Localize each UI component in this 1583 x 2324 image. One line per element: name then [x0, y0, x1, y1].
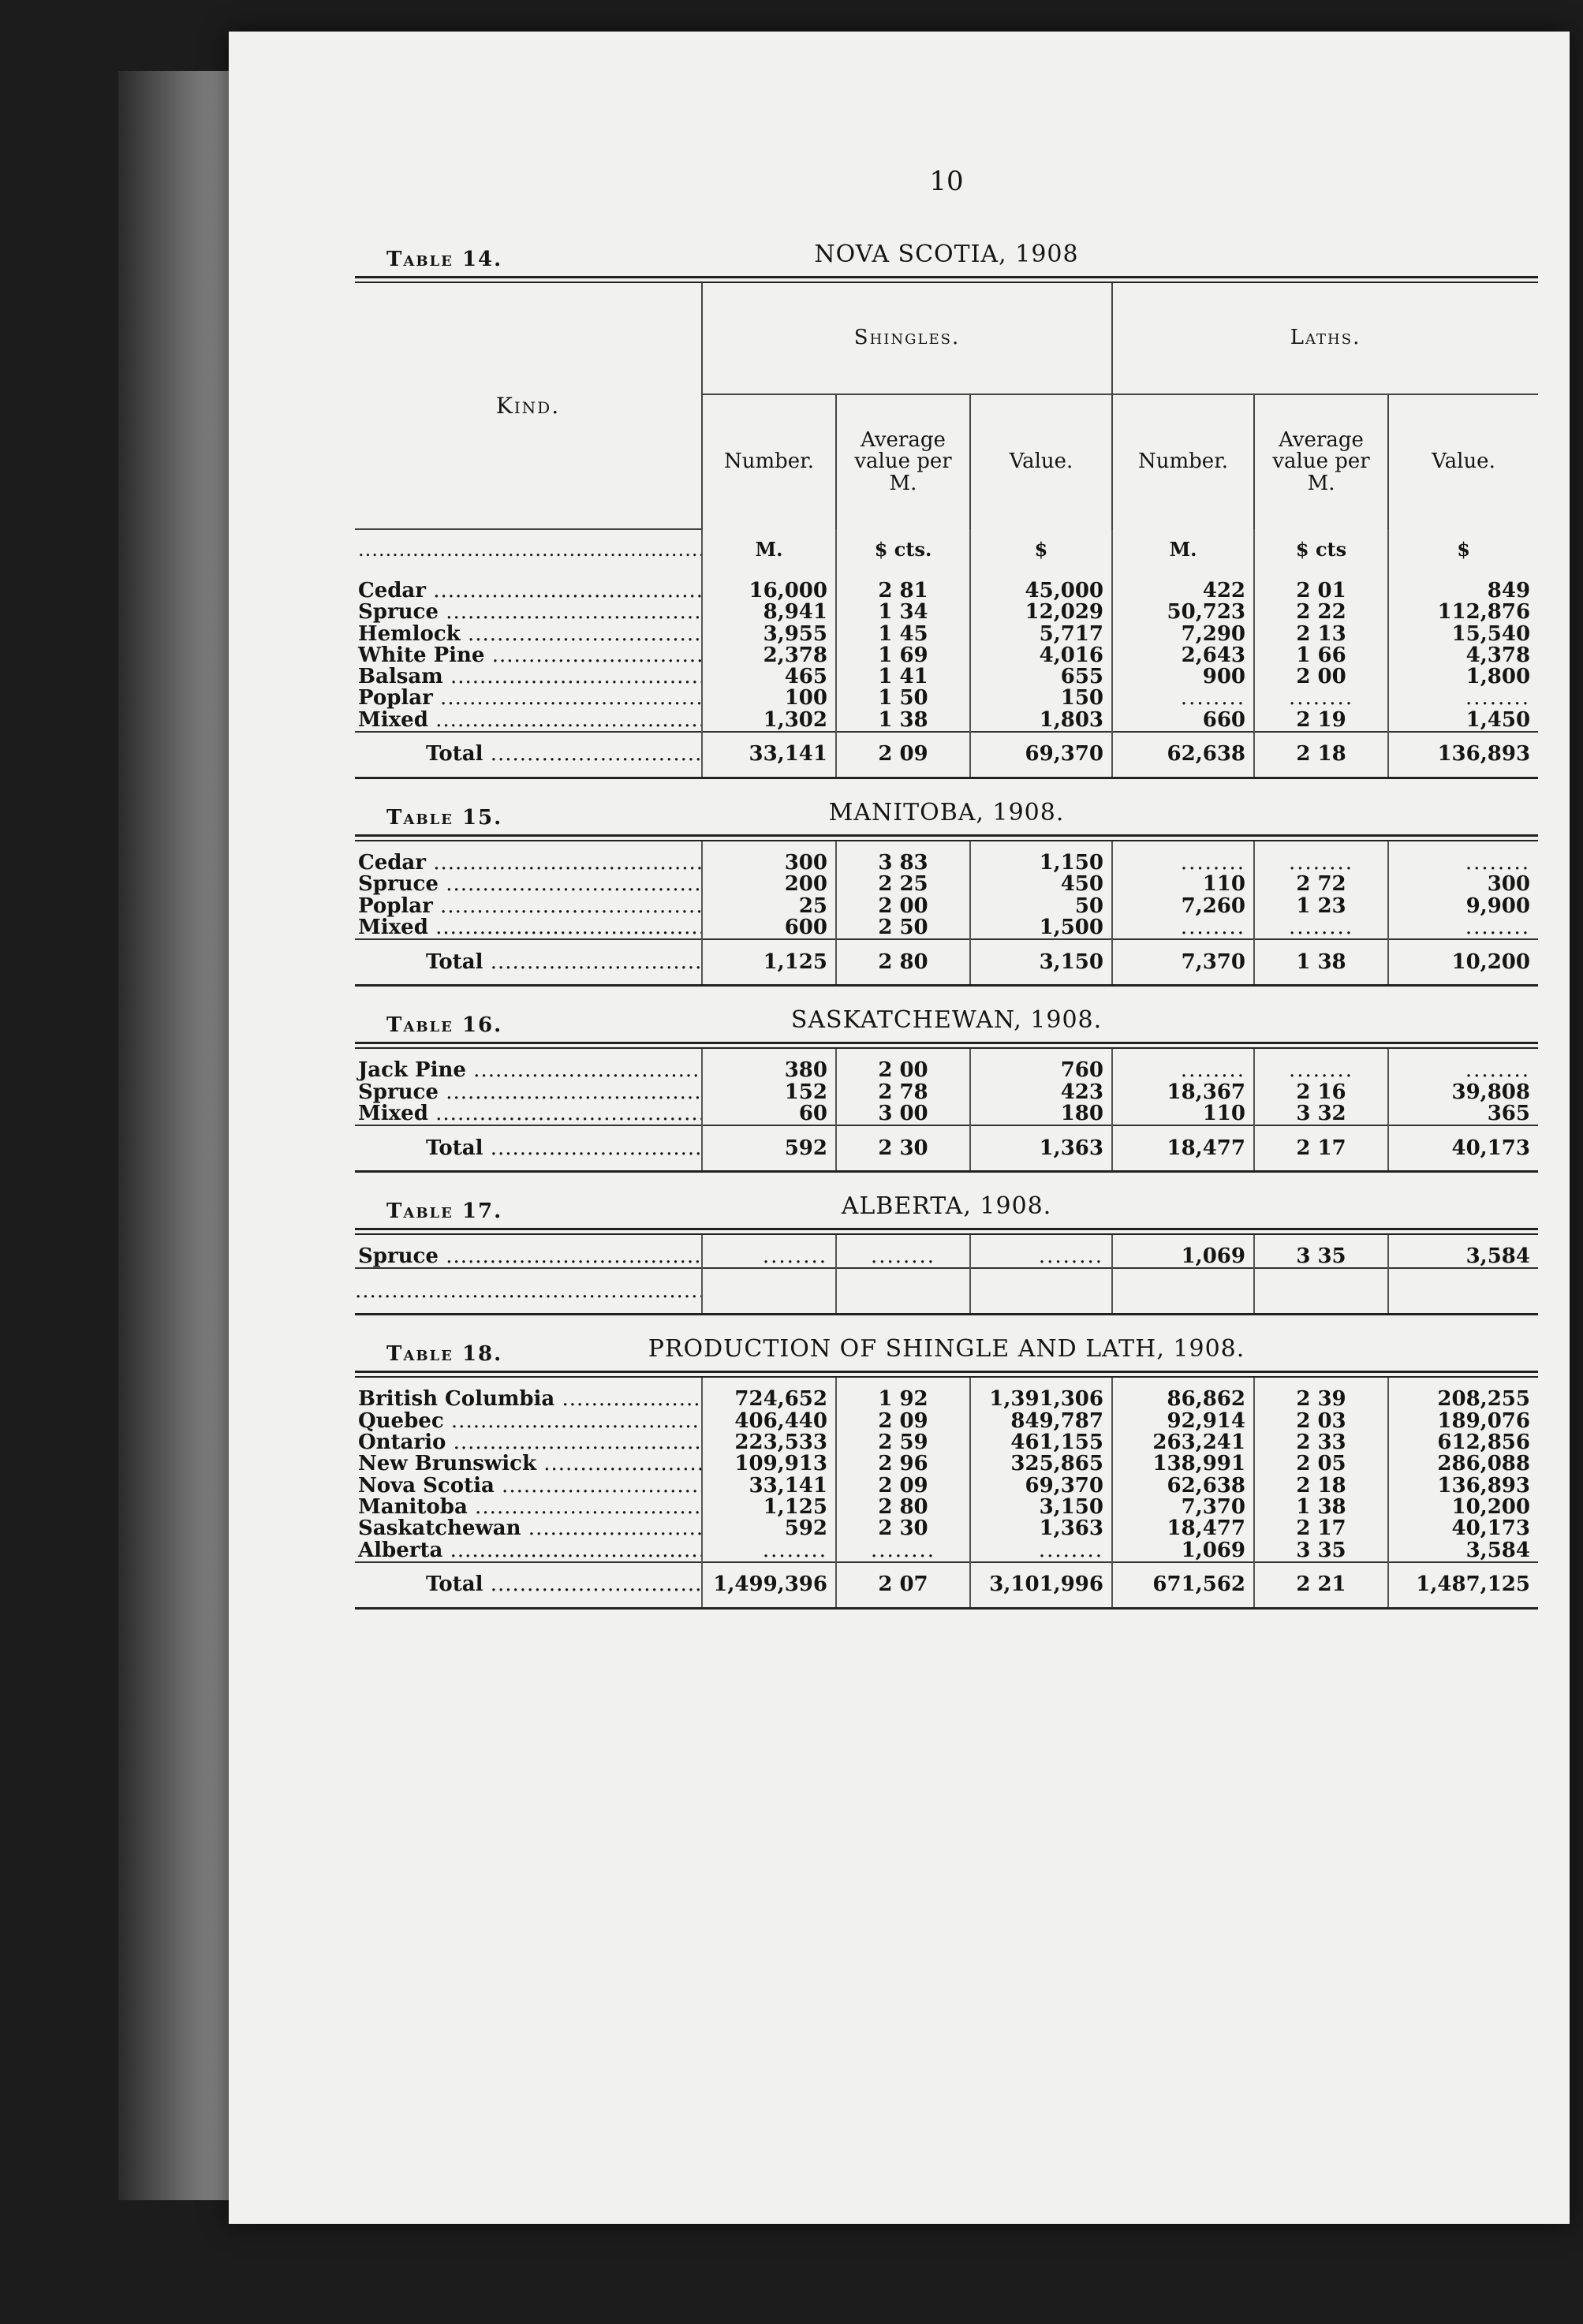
total-cell: 2 30: [836, 1125, 970, 1172]
closing-rule-row: [355, 1268, 1538, 1315]
table-cell: [1112, 1060, 1254, 1081]
table-cell: [1388, 688, 1538, 709]
table-row: [355, 1453, 1538, 1475]
total-cell: 1,125: [702, 939, 836, 986]
total-row: [355, 939, 1538, 986]
table-cell: [1388, 1060, 1538, 1081]
total-label: Total .....: [355, 1125, 702, 1172]
table-row: [355, 1246, 1538, 1268]
table-cell: 1 66: [1254, 645, 1388, 666]
table-cell: 3,150: [970, 1497, 1112, 1518]
table-cell: [1254, 852, 1388, 874]
table-cell: [970, 1540, 1112, 1562]
table-cell: 9,900: [1388, 896, 1538, 917]
spacer-cell: [836, 1268, 970, 1315]
row-label: Spruce .....: [355, 1082, 702, 1103]
table-cell: 50,723: [1112, 602, 1254, 623]
spacer-cell: [355, 1378, 702, 1389]
row-label: Quebec .....: [355, 1411, 702, 1432]
table-cell: 2 17: [1254, 1518, 1388, 1539]
total-cell: 1,363: [970, 1125, 1112, 1172]
table-cell: 16,000: [702, 580, 836, 602]
table-cell: 406,440: [702, 1411, 836, 1432]
table-cell: 180: [970, 1103, 1112, 1125]
row-label: Manitoba .....: [355, 1497, 702, 1518]
table-cell: 109,913: [702, 1453, 836, 1475]
page: [229, 32, 1570, 2224]
spacer-cell: [1254, 1268, 1388, 1315]
table-cell: 1 38: [836, 710, 970, 732]
table-cell: 1,125: [702, 1497, 836, 1518]
total-cell: 2 07: [836, 1562, 970, 1609]
total-cell: 2 18: [1254, 732, 1388, 778]
table-label: Table 14.: [386, 248, 503, 271]
table-cell: 1,803: [970, 710, 1112, 732]
table-heading: [355, 229, 1538, 276]
table-cell: 2 30: [836, 1518, 970, 1539]
table-cell: 450: [970, 874, 1112, 895]
table-row: [355, 1411, 1538, 1432]
table-cell: 3,584: [1388, 1540, 1538, 1562]
row-label: Saskatchewan .....: [355, 1518, 702, 1539]
table-cell: 461,155: [970, 1432, 1112, 1453]
table-cell: [702, 1540, 836, 1562]
table-row: [355, 1497, 1538, 1518]
table-cell: 300: [1388, 874, 1538, 895]
data-table: [355, 1049, 1538, 1173]
table-cell: [1112, 688, 1254, 709]
total-cell: 3,101,996: [970, 1562, 1112, 1609]
spacer-cell: [1388, 1268, 1538, 1315]
table-cell: [1112, 852, 1254, 874]
spacer-cell: [1112, 1268, 1254, 1315]
table-row: [355, 688, 1538, 709]
table-cell: 3 32: [1254, 1103, 1388, 1125]
table-cell: [836, 1246, 970, 1268]
table-rule: [355, 834, 1538, 841]
total-cell: 40,173: [1388, 1125, 1538, 1172]
table-cell: 1,363: [970, 1518, 1112, 1539]
table-cell: 422: [1112, 580, 1254, 602]
table-cell: 223,533: [702, 1432, 836, 1453]
units-spacer: [355, 529, 702, 569]
table-cell: 1 34: [836, 602, 970, 623]
total-cell: 3,150: [970, 939, 1112, 986]
row-label: Mixed .....: [355, 710, 702, 732]
table-cell: 2 00: [1254, 666, 1388, 688]
table-heading: [355, 994, 1538, 1042]
table-cell: 7,370: [1112, 1497, 1254, 1518]
table-row: [355, 874, 1538, 895]
table-cell: 2 33: [1254, 1432, 1388, 1453]
total-cell: 671,562: [1112, 1562, 1254, 1609]
table-cell: 152: [702, 1082, 836, 1103]
table-cell: 2,643: [1112, 645, 1254, 666]
table-cell: 150: [970, 688, 1112, 709]
total-cell: 10,200: [1388, 939, 1538, 986]
total-cell: 136,893: [1388, 732, 1538, 778]
table-cell: 5,717: [970, 624, 1112, 645]
column-header-value: Value.: [1388, 394, 1538, 529]
table-row: [355, 710, 1538, 732]
table-cell: 7,290: [1112, 624, 1254, 645]
row-label: Spruce .....: [355, 1246, 702, 1268]
row-label: Mixed .....: [355, 1103, 702, 1125]
table-cell: 208,255: [1388, 1389, 1538, 1410]
table-heading: [355, 1323, 1538, 1371]
table-cell: 110: [1112, 874, 1254, 895]
table-label: Table 17.: [386, 1199, 503, 1224]
column-header-kind: Kind.: [355, 283, 702, 529]
table-cell: 2 16: [1254, 1082, 1388, 1103]
table-cell: 300: [702, 852, 836, 874]
table-cell: 4,378: [1388, 645, 1538, 666]
table-cell: [1254, 688, 1388, 709]
table-cell: 3 83: [836, 852, 970, 874]
row-label: Ontario .....: [355, 1432, 702, 1453]
table-cell: 1 92: [836, 1389, 970, 1410]
table-row: [355, 666, 1538, 688]
table-cell: 62,638: [1112, 1475, 1254, 1497]
total-label: Total .....: [355, 939, 702, 986]
row-label: Poplar .....: [355, 688, 702, 709]
table-cell: 1,150: [970, 852, 1112, 874]
table-cell: 2 50: [836, 917, 970, 939]
unit-label: $ cts: [1254, 529, 1388, 569]
row-label: Cedar .....: [355, 852, 702, 874]
table-cell: 1 41: [836, 666, 970, 688]
table-cell: 263,241: [1112, 1432, 1254, 1453]
scan-shadow: [118, 71, 229, 2200]
unit-label: $: [1388, 529, 1538, 569]
total-cell: 1 38: [1254, 939, 1388, 986]
table-cell: 1,069: [1112, 1540, 1254, 1562]
table-cell: 4,016: [970, 645, 1112, 666]
row-label: New Brunswick .....: [355, 1453, 702, 1475]
table-cell: 1,500: [970, 917, 1112, 939]
column-header-number: Number.: [702, 394, 836, 529]
total-cell: 7,370: [1112, 939, 1254, 986]
table-cell: 3 35: [1254, 1246, 1388, 1268]
table-row: [355, 917, 1538, 939]
table-cell: 10,200: [1388, 1497, 1538, 1518]
table-cell: 1,800: [1388, 666, 1538, 688]
table-cell: 3,955: [702, 624, 836, 645]
row-label: White Pine .....: [355, 645, 702, 666]
table-cell: [1254, 1060, 1388, 1081]
table-title: ALBERTA, 1908.: [841, 1192, 1052, 1221]
table-cell: 33,141: [702, 1475, 836, 1497]
table-cell: 849,787: [970, 1411, 1112, 1432]
table-cell: 1,450: [1388, 710, 1538, 732]
unit-label: M.: [702, 529, 836, 569]
row-label: Cedar .....: [355, 580, 702, 602]
table-cell: [702, 1246, 836, 1268]
table-cell: 12,029: [970, 602, 1112, 623]
row-label: Hemlock .....: [355, 624, 702, 645]
table-rule: [355, 1371, 1538, 1378]
table-cell: 86,862: [1112, 1389, 1254, 1410]
table-cell: 40,173: [1388, 1518, 1538, 1539]
table-cell: 1,302: [702, 710, 836, 732]
table-title: NOVA SCOTIA, 1908: [814, 241, 1079, 268]
table-cell: 600: [702, 917, 836, 939]
table-cell: 15,540: [1388, 624, 1538, 645]
table-cell: 18,477: [1112, 1518, 1254, 1539]
table-row: [355, 1540, 1538, 1562]
table-cell: 25: [702, 896, 836, 917]
table-row: [355, 1060, 1538, 1081]
row-label: Jack Pine .....: [355, 1060, 702, 1081]
table-row: [355, 580, 1538, 602]
total-cell: 33,141: [702, 732, 836, 778]
total-row: [355, 1125, 1538, 1172]
unit-label: $ cts.: [836, 529, 970, 569]
table-cell: 760: [970, 1060, 1112, 1081]
table-row: [355, 852, 1538, 874]
table-cell: 112,876: [1388, 602, 1538, 623]
table-cell: 2 39: [1254, 1389, 1388, 1410]
table-cell: 100: [702, 688, 836, 709]
row-label: Spruce .....: [355, 874, 702, 895]
table-cell: 1,391,306: [970, 1389, 1112, 1410]
total-label: Total .....: [355, 732, 702, 778]
table-cell: 39,808: [1388, 1082, 1538, 1103]
table-cell: 92,914: [1112, 1411, 1254, 1432]
row-label: Mixed .....: [355, 917, 702, 939]
total-cell: 592: [702, 1125, 836, 1172]
table-label: Table 15.: [386, 806, 503, 830]
table-cell: 60: [702, 1103, 836, 1125]
total-cell: 18,477: [1112, 1125, 1254, 1172]
table-cell: 286,088: [1388, 1453, 1538, 1475]
table-cell: 1 38: [1254, 1497, 1388, 1518]
total-cell: 2 17: [1254, 1125, 1388, 1172]
table-row: [355, 624, 1538, 645]
table-cell: 612,856: [1388, 1432, 1538, 1453]
table-cell: [1388, 852, 1538, 874]
total-cell: 1,499,396: [702, 1562, 836, 1609]
total-cell: 2 80: [836, 939, 970, 986]
table-label: Table 16.: [386, 1013, 503, 1038]
table-cell: 2 25: [836, 874, 970, 895]
table-cell: 380: [702, 1060, 836, 1081]
spacer-cell: [355, 569, 702, 580]
table-cell: 2 03: [1254, 1411, 1388, 1432]
row-label: Poplar .....: [355, 896, 702, 917]
table-cell: 2 72: [1254, 874, 1388, 895]
table-cell: 3,584: [1388, 1246, 1538, 1268]
table-title: PRODUCTION OF SHINGLE AND LATH, 1908.: [648, 1335, 1245, 1363]
row-label: British Columbia .....: [355, 1389, 702, 1410]
spacer-cell: [355, 1235, 702, 1246]
table-label: Table 18.: [386, 1342, 503, 1367]
table-cell: 45,000: [970, 580, 1112, 602]
table-row: [355, 1518, 1538, 1539]
table-rule: [355, 1042, 1538, 1049]
table-cell: 2 00: [836, 896, 970, 917]
spacer-cell: [970, 1268, 1112, 1315]
data-table: [355, 841, 1538, 987]
table-cell: 69,370: [970, 1475, 1112, 1497]
spacer-cell: [355, 1049, 702, 1060]
data-table: [355, 283, 1538, 779]
table-cell: [1112, 917, 1254, 939]
table-cell: 2 09: [836, 1475, 970, 1497]
table-cell: 365: [1388, 1103, 1538, 1125]
row-label: Nova Scotia .....: [355, 1475, 702, 1497]
table-cell: 2 78: [836, 1082, 970, 1103]
table-cell: 900: [1112, 666, 1254, 688]
table-cell: 7,260: [1112, 896, 1254, 917]
table-cell: 592: [702, 1518, 836, 1539]
table-cell: 8,941: [702, 602, 836, 623]
total-cell: 2 21: [1254, 1562, 1388, 1609]
total-row: [355, 732, 1538, 778]
table-cell: 50: [970, 896, 1112, 917]
table-cell: 1 69: [836, 645, 970, 666]
unit-label: $: [970, 529, 1112, 569]
table-cell: [1388, 917, 1538, 939]
table-row: [355, 1432, 1538, 1453]
table-cell: 3 00: [836, 1103, 970, 1125]
table-cell: 138,991: [1112, 1453, 1254, 1475]
table-heading: [355, 787, 1538, 834]
table-cell: [970, 1246, 1112, 1268]
total-cell: 1,487,125: [1388, 1562, 1538, 1609]
table-cell: 136,893: [1388, 1475, 1538, 1497]
table-cell: 18,367: [1112, 1082, 1254, 1103]
table-cell: 2 96: [836, 1453, 970, 1475]
spacer-cell: [355, 841, 702, 852]
total-row: [355, 1562, 1538, 1609]
total-cell: 62,638: [1112, 732, 1254, 778]
total-cell: 2 09: [836, 732, 970, 778]
table-cell: 1,069: [1112, 1246, 1254, 1268]
column-group-shingles: Shingles.: [702, 283, 1112, 394]
row-label: Balsam .....: [355, 666, 702, 688]
table-row: [355, 602, 1538, 623]
table-cell: 2 00: [836, 1060, 970, 1081]
table-cell: 1 23: [1254, 896, 1388, 917]
tables-container: [355, 229, 1538, 1610]
table-cell: 724,652: [702, 1389, 836, 1410]
table-cell: 2 18: [1254, 1475, 1388, 1497]
table-row: [355, 1082, 1538, 1103]
column-header-number: Number.: [1112, 394, 1254, 529]
column-header-value: Value.: [970, 394, 1112, 529]
table-cell: 2,378: [702, 645, 836, 666]
table-cell: 110: [1112, 1103, 1254, 1125]
table-cell: 655: [970, 666, 1112, 688]
table-cell: 2 19: [1254, 710, 1388, 732]
table-cell: 2 05: [1254, 1453, 1388, 1475]
table-cell: 200: [702, 874, 836, 895]
table-cell: [836, 1540, 970, 1562]
column-header-average-value: Average value per M.: [836, 394, 970, 529]
table-row: [355, 1103, 1538, 1125]
table-title: SASKATCHEWAN, 1908.: [790, 1006, 1103, 1035]
table-cell: 423: [970, 1082, 1112, 1103]
table-row: [355, 645, 1538, 666]
page-number: 10: [929, 166, 964, 197]
table-cell: 2 59: [836, 1432, 970, 1453]
column-group-laths: Laths.: [1112, 283, 1538, 394]
table-cell: 2 09: [836, 1411, 970, 1432]
table-cell: 849: [1388, 580, 1538, 602]
unit-label: M.: [1112, 529, 1254, 569]
column-header-average-value: Average value per M.: [1254, 394, 1388, 529]
total-label: Total .....: [355, 1562, 702, 1609]
table-title: MANITOBA, 1908.: [828, 799, 1065, 827]
table-cell: 325,865: [970, 1453, 1112, 1475]
table-row: [355, 896, 1538, 917]
table-cell: 2 22: [1254, 602, 1388, 623]
data-table: [355, 1235, 1538, 1315]
data-table: [355, 1378, 1538, 1609]
spacer-cell: [702, 1268, 836, 1315]
table-cell: 189,076: [1388, 1411, 1538, 1432]
table-cell: 465: [702, 666, 836, 688]
table-cell: 1 45: [836, 624, 970, 645]
table-cell: [1254, 917, 1388, 939]
table-cell: 2 81: [836, 580, 970, 602]
table-cell: 2 01: [1254, 580, 1388, 602]
spacer-cell: [355, 1268, 702, 1315]
table-cell: 2 80: [836, 1497, 970, 1518]
table-heading: [355, 1181, 1538, 1228]
row-label: Alberta .....: [355, 1540, 702, 1562]
page-content: [355, 150, 1538, 1610]
table-rule: [355, 1228, 1538, 1235]
table-cell: 2 13: [1254, 624, 1388, 645]
total-cell: 69,370: [970, 732, 1112, 778]
table-cell: 3 35: [1254, 1540, 1388, 1562]
table-row: [355, 1475, 1538, 1497]
table-cell: 660: [1112, 710, 1254, 732]
table-rule: [355, 276, 1538, 283]
table-row: [355, 1389, 1538, 1410]
row-label: Spruce .....: [355, 602, 702, 623]
table-cell: 1 50: [836, 688, 970, 709]
